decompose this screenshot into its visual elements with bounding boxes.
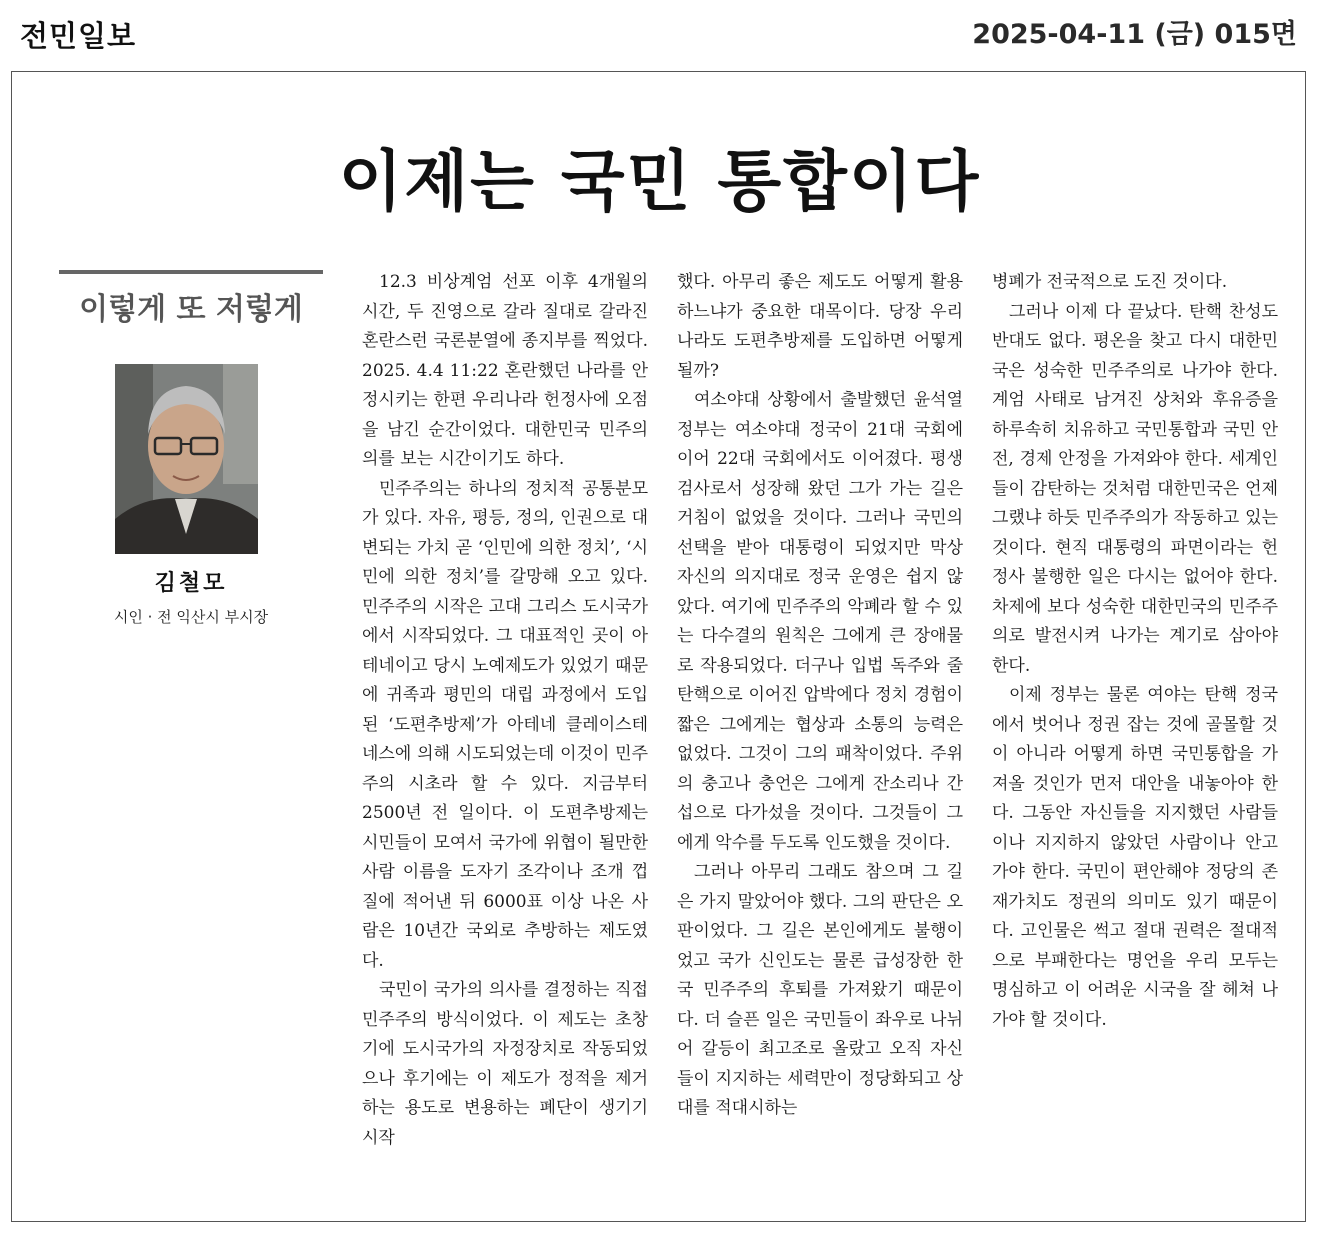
paragraph: 이제 정부는 물론 여야는 탄핵 정국에서 벗어나 정권 잡는 것에 골몰할 것이 아니라 어떻게 하면 국민통합을 가져올 것인가 먼저 대안을 내놓아야 한다. 그동안 자신들을 지지했던 사람들이나 지지하지 않았던 사람이나 안고 가야 한다. 국민이 편안해야 정당의 존재가치도 정권의 의미도 있기 때문이다. 고인물은 썩고 절대 권력은 절대적으로 부패한다는 명언을 우리 모두는 명심하고 이 어려운 시국을 잘 헤쳐 나가야 할 것이다. [992, 685, 1278, 1030]
paragraph: 그러나 아무리 그래도 참으며 그 길은 가지 말았어야 했다. 그의 판단은 오판이었다. 그 길은 본인에게도 불행이었고 국가 신인도는 물론 급성장한 한국 민주주의 후퇴를 가져왔기 때문이다. 더 슬픈 일은 국민들이 좌우로 나뉘어 갈등이 최고조로 올랐고 오직 자신들이 지지하는 세력만이 정당화되고 상대를 적대시하는 [677, 862, 963, 1118]
paragraph: 여소야대 상황에서 출발했던 윤석열 정부는 여소야대 정국이 21대 국회에 이어 22대 국회에서도 이어졌다. 평생 검사로서 성장해 왔던 그가 가는 길은 거침이 없었을 것이다. 그러나 국민의 선택을 받아 대통령이 되었지만 막상 자신의 의지대로 정국 운영은 쉽지 않았다. 여기에 민주주의 악폐라 할 수 있는 다수결의 원칙은 그에게 큰 장애물로 작용되었다. 더구나 입법 독주와 줄 탄핵으로 이어진 압박에다 정치 경험이 짧은 그에게는 협상과 소통의 능력은 없었다. 그것이 그의 패착이었다. 주위의 충고나 충언은 그에게 잔소리나 간섭으로 다가섰을 것이다. 그것들이 그에게 악수를 두도록 인도했을 것이다. [677, 390, 963, 853]
article-headline: 이제는 국민 통합이다 [338, 142, 981, 220]
newspaper-name: 전민일보 [20, 19, 137, 53]
column-series-name: 이렇게 또 저렇게 [79, 292, 303, 327]
paragraph: 국민이 국가의 의사를 결정하는 직접 민주주의 방식이었다. 이 제도는 초창기에 도시국가의 자정장치로 작동되었으나 후기에는 이 제도가 정적을 제거하는 용도로 변용하는 폐단이 생기기 시작 [362, 980, 648, 1148]
author-photo [115, 364, 258, 554]
paragraph-continued: 병폐가 전국적으로 도진 것이다. [992, 272, 1228, 292]
author-name: 김철모 [154, 571, 228, 596]
paragraph: 그러나 이제 다 끝났다. 탄핵 찬성도 반대도 없다. 평온을 찾고 다시 대한민국은 성숙한 민주주의로 나가야 한다. 계엄 사태로 남겨진 상처와 후유증을 하루속히 치유하고 국민통합과 국민 안전, 경제 안정을 가져와야 한다. 세계인들이 감탄하는 것처럼 대한민국은 언제 그랬냐 하듯 민주주의가 작동하고 있는 것이다. 현직 대통령의 파면이라는 헌정사 불행한 일은 다시는 없어야 한다. 차제에 보다 성숙한 대한민국의 민주주의로 발전시켜 나가는 계기로 삼아야 한다. [992, 301, 1278, 676]
paragraph: 12.3 비상계엄 선포 이후 4개월의 시간, 두 진영으로 갈라 질대로 갈라진 혼란스런 국론분열에 종지부를 찍었다. 2025. 4.4 11:22 혼란했던 나라를 안정시키는 한편 우리나라 헌정사에 오점을 남긴 순간이었다. 대한민국 민주의 의를 보는 시간이기도 하다. [362, 272, 648, 469]
paragraph: 민주주의는 하나의 정치적 공통분모가 있다. 자유, 평등, 정의, 인권으로 대변되는 가치 곧 ‘인민에 의한 정치’, ‘시민에 의한 정치’를 갈망해 오고 있다. 민주주의 시작은 고대 그리스 도시국가에서 시작되었다. 그 대표적인 곳이 아테네이고 당시 노예제도가 있었기 때문에 귀족과 평민의 대립 과정에서 도입된 ‘도편추방제’가 아테네 클레이스테네스에 의해 시도되었는데 이것이 민주주의 시초라 할 수 있다. 지금부터 2500년 전 일이다. 이 도편추방제는 시민들이 모여서 국가에 위협이 될만한 사람 이름을 도자기 조각이나 조개 껍질에 적어낸 뒤 6000표 이상 나온 사람은 10년간 국외로 추방하는 제도였다. [362, 478, 648, 971]
column-divider-rule [59, 270, 323, 274]
author-title: 시인 · 전 익산시 부시장 [113, 608, 269, 626]
paragraph-continued: 했다. 아무리 좋은 제도도 어떻게 활용하느냐가 중요한 대목이다. 당장 우리나라도 도편추방제를 도입하면 어떻게 될까? [677, 272, 963, 381]
article-column-1 [362, 268, 648, 1198]
article-column-3 [992, 268, 1278, 1198]
article-column-2 [677, 268, 963, 1198]
publication-date-page: 2025-04-11 (금) 015면 [972, 19, 1297, 50]
